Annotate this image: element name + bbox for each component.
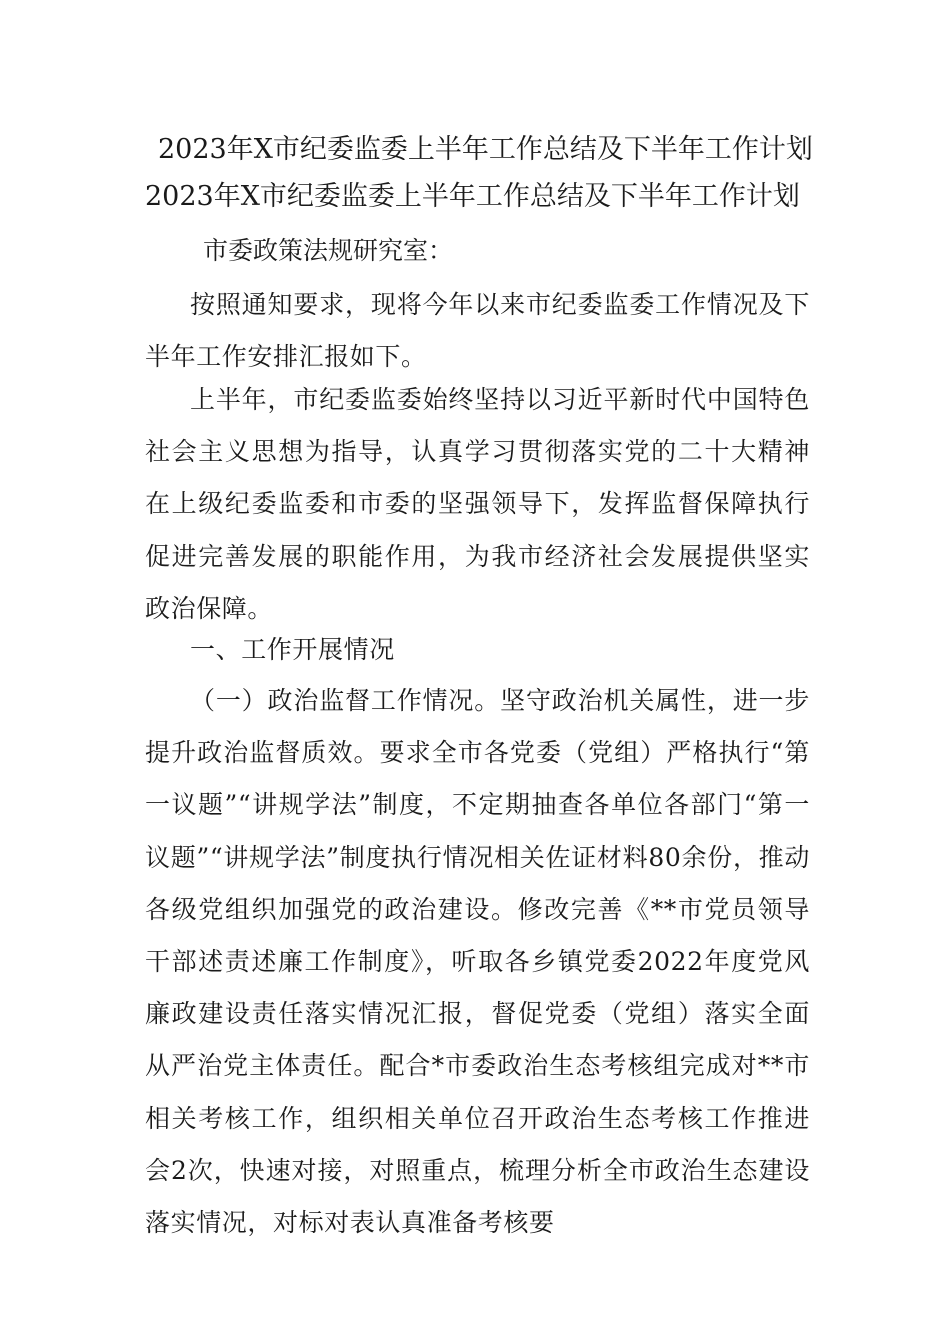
document-title: 2023年X市纪委监委上半年工作总结及下半年工作计划 xyxy=(158,134,813,165)
document-title-repeat: 2023年X市纪委监委上半年工作总结及下半年工作计划 xyxy=(145,181,800,212)
salutation: 市委政策法规研究室： xyxy=(203,236,454,265)
paragraph-intro: 按照通知要求，现将今年以来市纪委监委工作情况及下半年工作安排汇报如下。 xyxy=(145,290,810,372)
paragraph-overview: 上半年，市纪委监委始终坚持以习近平新时代中国特色社会主义思想为指导，认真学习贯彻落实党的二十大精神在上级纪委监委和市委的坚强领导下，发挥监督保障执行促进完善发展的职能作用，为我市经济社会发展提供坚实政治保障。 xyxy=(145,385,810,623)
section-heading: 一、工作开展情况 xyxy=(190,635,395,664)
paragraph-political-supervision: （一）政治监督工作情况。坚守政治机关属性，进一步提升政治监督质效。要求全市各党委（党组）严格执行“第一议题”“讲规学法”制度，不定期抽查各单位各部门“第一议题”“讲规学法”制度执行情况相关佐证材料80余份，推动各级党组织加强党的政治建设。修改完善《**市党员领导干部述责述廉工作制度》，听取各乡镇党委2022年度党风廉政建设责任落实情况汇报，督促党委（党组）落实全面从严治党主体责任。配合*市委政治生态考核组完成对**市相关考核工作，组织相关单位召开政治生态考核工作推进会2次，快速对接，对照重点，梳理分析全市政治生态建设落实情况，对标对表认真准备考核要 xyxy=(145,686,810,1238)
